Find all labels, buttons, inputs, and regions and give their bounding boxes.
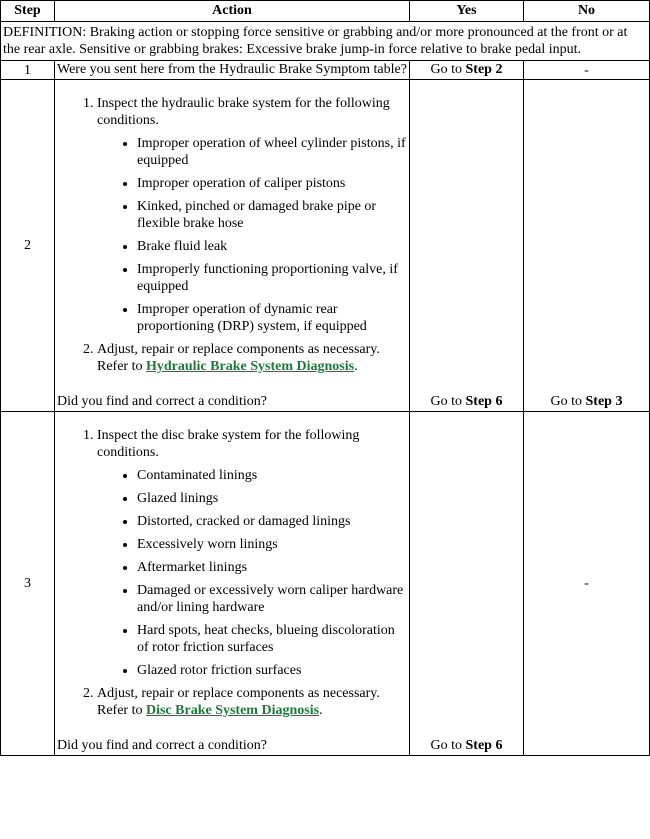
step-1-yes xyxy=(410,61,524,80)
yes-step-link[interactable]: Step 2 xyxy=(465,62,503,77)
disc-brake-diagnosis-link[interactable]: Disc Brake System Diagnosis xyxy=(145,703,320,718)
condition-item: • Damaged or excessively worn caliper hardware and/or lining hardware xyxy=(137,582,407,616)
definition-text: DEFINITION: Braking action or stopping force sensitive or grabbing and/or more pronounced at the front or at the rear axle. Sensitive or grabbing brakes: Excessive brake jump-in force relative to brake pedal input. xyxy=(1,22,650,61)
action-item-text: Inspect the disc brake system for the following conditions. xyxy=(97,428,360,460)
condition-item: • Improper operation of wheel cylinder pistons, if equipped xyxy=(137,135,407,169)
action-item-2 xyxy=(97,685,407,719)
action-item-1 xyxy=(97,95,407,335)
condition-item: • Glazed rotor friction surfaces xyxy=(137,662,407,679)
hydraulic-brake-diagnosis-link[interactable]: Hydraulic Brake System Diagnosis xyxy=(145,359,355,374)
header-action: Action xyxy=(55,1,410,22)
action-item-suffix: . xyxy=(319,703,323,718)
table-row-step-2 xyxy=(1,80,650,412)
header-no: No xyxy=(524,1,650,22)
condition-item: • Aftermarket linings xyxy=(137,559,407,576)
step-3-no: - xyxy=(524,412,650,756)
action-item-text: Adjust, repair or replace components as necessary. Refer to xyxy=(97,686,380,718)
step-2-action xyxy=(55,80,410,412)
step-1-question: Were you sent here from the Hydraulic Brake Symptom table? xyxy=(55,61,410,80)
header-row xyxy=(1,1,650,22)
condition-item: • Glazed linings xyxy=(137,490,407,507)
no-prefix: Go to xyxy=(550,394,586,409)
yes-step-link[interactable]: Step 6 xyxy=(465,738,503,753)
yes-step-link[interactable]: Step 6 xyxy=(465,394,503,409)
step-1-no: - xyxy=(524,61,650,80)
condition-item: • Improperly functioning proportioning valve, if equipped xyxy=(137,261,407,295)
action-item-text: Adjust, repair or replace components as necessary. Refer to xyxy=(97,342,380,374)
condition-item: • Kinked, pinched or damaged brake pipe or flexible brake hose xyxy=(137,198,407,232)
step-number: 3 xyxy=(1,412,55,756)
condition-list xyxy=(97,135,407,335)
yes-prefix: Go to xyxy=(430,394,466,409)
condition-item: • Contaminated linings xyxy=(137,467,407,484)
condition-item: • Hard spots, heat checks, blueing discoloration of rotor friction surfaces xyxy=(137,622,407,656)
condition-list xyxy=(97,467,407,679)
table-row-step-1 xyxy=(1,61,650,80)
definition-row xyxy=(1,22,650,61)
action-item-suffix: . xyxy=(354,359,358,374)
step-3-question: Did you find and correct a condition? xyxy=(57,738,267,753)
yes-prefix: Go to xyxy=(430,62,466,77)
step-2-yes xyxy=(410,80,524,412)
table-row-step-3 xyxy=(1,412,650,756)
action-item-1 xyxy=(97,427,407,679)
step-number: 2 xyxy=(1,80,55,412)
condition-item: • Excessively worn linings xyxy=(137,536,407,553)
action-list xyxy=(57,95,407,375)
no-step-link[interactable]: Step 3 xyxy=(585,394,623,409)
condition-item: • Improper operation of caliper pistons xyxy=(137,175,407,192)
step-2-question: Did you find and correct a condition? xyxy=(57,394,267,409)
header-step: Step xyxy=(1,1,55,22)
action-item-2 xyxy=(97,341,407,375)
condition-item: • Distorted, cracked or damaged linings xyxy=(137,513,407,530)
yes-prefix: Go to xyxy=(430,738,466,753)
condition-item: • Improper operation of dynamic rear proportioning (DRP) system, if equipped xyxy=(137,301,407,335)
action-item-text: Inspect the hydraulic brake system for the following conditions. xyxy=(97,96,390,128)
step-number: 1 xyxy=(1,61,55,80)
condition-item: • Brake fluid leak xyxy=(137,238,407,255)
action-list xyxy=(57,427,407,719)
header-yes: Yes xyxy=(410,1,524,22)
step-3-yes xyxy=(410,412,524,756)
step-2-no xyxy=(524,80,650,412)
step-3-action xyxy=(55,412,410,756)
